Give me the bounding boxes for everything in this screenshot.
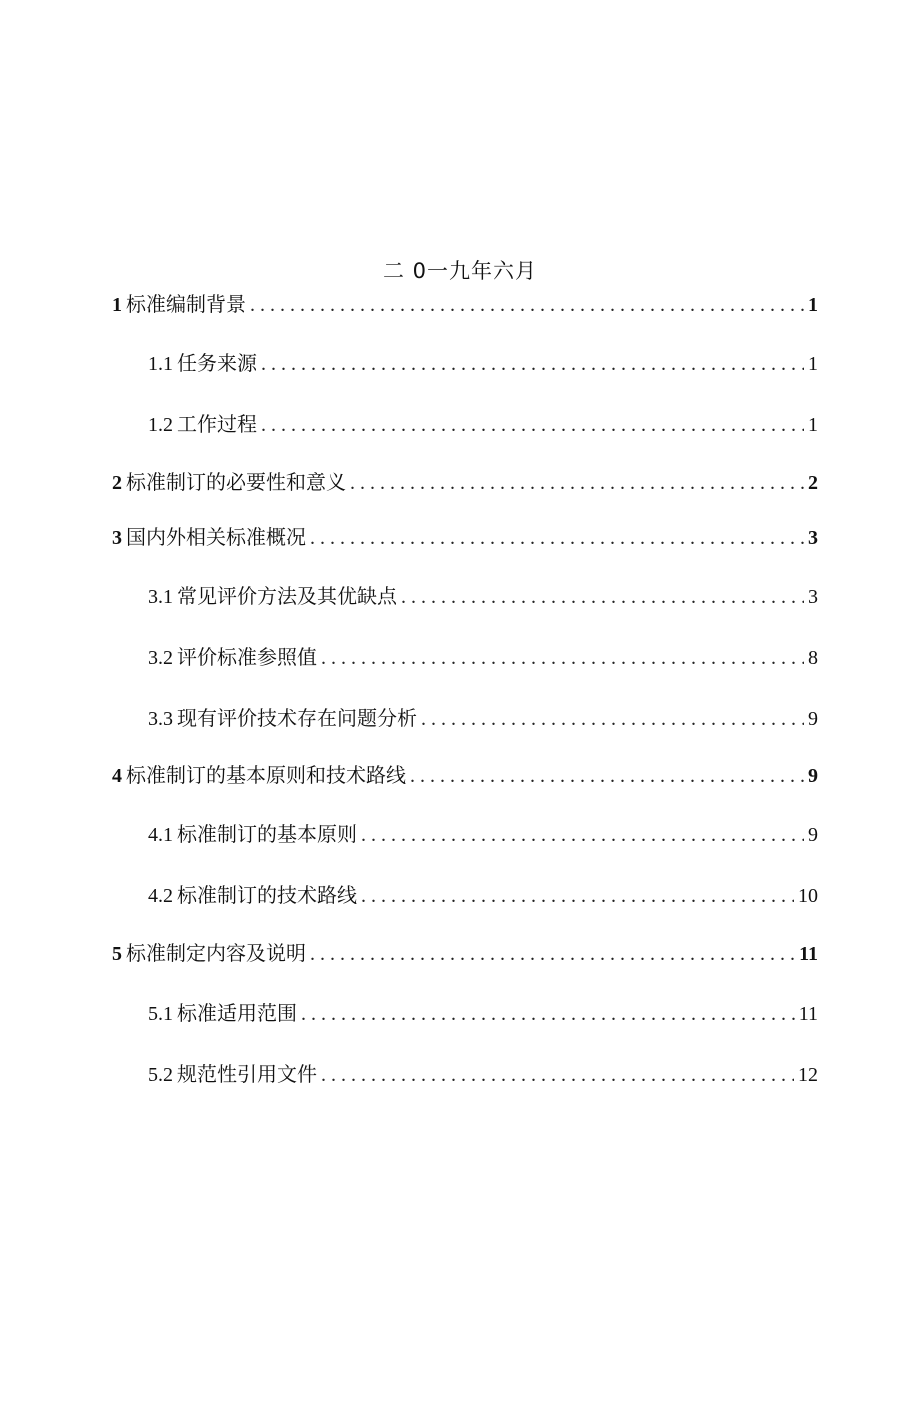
toc-entry-number: 1.1: [148, 353, 173, 375]
toc-entry[interactable]: [112, 522, 818, 552]
toc-dot-leader: [310, 523, 804, 553]
toc-entry[interactable]: [112, 760, 818, 790]
toc-entry-title: 标准制订的基本原则: [177, 822, 357, 846]
toc-entry-number: 5: [112, 943, 122, 965]
toc-entry[interactable]: [148, 703, 818, 733]
toc-entry-page: 8: [808, 647, 818, 669]
toc-entry-number: 5.2: [148, 1064, 173, 1086]
toc-dot-leader: [361, 881, 794, 911]
toc-dot-leader: [321, 1060, 794, 1090]
toc-entry-title: 标准适用范围: [177, 1001, 297, 1025]
toc-entry[interactable]: [112, 938, 818, 968]
toc-dot-leader: [350, 468, 804, 498]
toc-entry-title: 标准制订的基本原则和技术路线: [126, 763, 406, 787]
toc-entry-title: 工作过程: [177, 412, 257, 436]
toc-entry-page: 10: [798, 885, 818, 907]
toc-entry-title: 现有评价技术存在问题分析: [177, 706, 417, 730]
toc-entry-title: 标准制订的技术路线: [177, 883, 357, 907]
toc-entry-number: 5.1: [148, 1003, 173, 1025]
toc-entry-page: 3: [808, 527, 818, 549]
toc-dot-leader: [261, 410, 804, 440]
toc-entry[interactable]: [112, 289, 818, 319]
toc-dot-leader: [261, 349, 804, 379]
toc-entry-number: 3.3: [148, 708, 173, 730]
toc-dot-leader: [250, 290, 804, 320]
toc-entry-page: 12: [798, 1064, 818, 1086]
toc-entry-title: 评价标准参照值: [177, 645, 317, 669]
toc-dot-leader: [361, 820, 804, 850]
toc-dot-leader: [421, 704, 804, 734]
toc-entry-page: 9: [808, 708, 818, 730]
toc-entry-number: 4.2: [148, 885, 173, 907]
toc-dot-leader: [410, 761, 804, 791]
toc-entry-title: 标准制订的必要性和意义: [126, 470, 346, 494]
toc-entry-page: 11: [798, 1003, 818, 1025]
toc-entry-page: 3: [808, 586, 818, 608]
toc-entry-page: 1: [808, 294, 818, 316]
toc-entry-title: 标准制定内容及说明: [126, 941, 306, 965]
toc-dot-leader: [321, 643, 804, 673]
toc-entry-number: 3.1: [148, 586, 173, 608]
toc-entry-title: 规范性引用文件: [177, 1062, 317, 1086]
toc-entry-number: 2: [112, 472, 122, 494]
toc-entry-number: 4.1: [148, 824, 173, 846]
toc-entry-title: 国内外相关标准概况: [126, 525, 306, 549]
toc-entry-page: 2: [808, 472, 818, 494]
toc-entry-page: 1: [808, 353, 818, 375]
toc-entry-number: 3.2: [148, 647, 173, 669]
toc-entry-number: 4: [112, 765, 122, 787]
toc-entry-page: 1: [808, 414, 818, 436]
toc-entry[interactable]: [148, 880, 818, 910]
toc-entry-page: 11: [799, 943, 818, 965]
toc-entry[interactable]: [148, 409, 818, 439]
toc-entry[interactable]: [148, 998, 818, 1028]
toc-entry[interactable]: [148, 819, 818, 849]
toc-entry-title: 常见评价方法及其优缺点: [177, 584, 397, 608]
toc-entry-page: 9: [808, 824, 818, 846]
toc-entry[interactable]: [148, 348, 818, 378]
toc-dot-leader: [301, 999, 795, 1029]
toc-dot-leader: [310, 939, 795, 969]
toc-entry[interactable]: [148, 581, 818, 611]
toc-entry[interactable]: [112, 467, 818, 497]
toc-entry-number: 1.2: [148, 414, 173, 436]
toc-entry-number: 3: [112, 527, 122, 549]
toc-entry-number: 1: [112, 294, 122, 316]
toc-entry-page: 9: [808, 765, 818, 787]
toc-entry[interactable]: [148, 642, 818, 672]
toc-entry-title: 标准编制背景: [126, 292, 246, 316]
toc-entry-title: 任务来源: [177, 351, 257, 375]
toc-entry[interactable]: [148, 1059, 818, 1089]
toc-dot-leader: [401, 582, 804, 612]
date-line: 二 0一九年六月: [382, 259, 538, 283]
